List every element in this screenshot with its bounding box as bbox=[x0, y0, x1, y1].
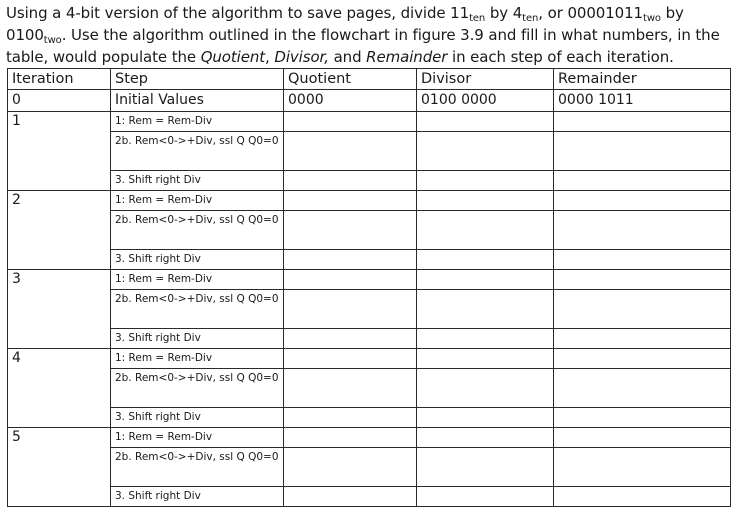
step-cell: 1: Rem = Rem-Div bbox=[111, 270, 284, 290]
remainder-cell[interactable] bbox=[554, 191, 731, 211]
table-row bbox=[8, 290, 731, 329]
table-row bbox=[8, 171, 731, 191]
step-cell: 3. Shift right Div bbox=[111, 250, 284, 270]
header-row bbox=[8, 69, 731, 90]
step-cell: 3. Shift right Div bbox=[111, 171, 284, 191]
divisor-cell[interactable] bbox=[417, 487, 554, 507]
quotient-cell[interactable] bbox=[284, 290, 417, 329]
step-cell: Initial Values bbox=[111, 90, 284, 112]
remainder-cell: 0000 1011 bbox=[554, 90, 731, 112]
table-row bbox=[8, 428, 731, 448]
iteration-cell: 1 bbox=[8, 112, 111, 191]
divisor-cell[interactable] bbox=[417, 112, 554, 132]
emphasis-divisor: Divisor, bbox=[274, 48, 329, 66]
quotient-cell[interactable] bbox=[284, 270, 417, 290]
table-row bbox=[8, 112, 731, 132]
header-remainder: Remainder bbox=[554, 69, 731, 90]
divisor-cell[interactable] bbox=[417, 428, 554, 448]
remainder-cell[interactable] bbox=[554, 112, 731, 132]
iteration-cell: 0 bbox=[8, 90, 111, 112]
divisor-cell[interactable] bbox=[417, 191, 554, 211]
step-cell: 1: Rem = Rem-Div bbox=[111, 428, 284, 448]
subscript: two bbox=[43, 35, 62, 46]
header-quotient: Quotient bbox=[284, 69, 417, 90]
remainder-cell[interactable] bbox=[554, 211, 731, 250]
quotient-cell[interactable] bbox=[284, 349, 417, 369]
quotient-cell[interactable] bbox=[284, 487, 417, 507]
quotient-cell[interactable] bbox=[284, 171, 417, 191]
quotient-cell[interactable] bbox=[284, 408, 417, 428]
remainder-cell[interactable] bbox=[554, 408, 731, 428]
remainder-cell[interactable] bbox=[554, 448, 731, 487]
step-cell: 2b. Rem<0->+Div, ssl Q Q0=0 bbox=[111, 448, 284, 487]
prompt-text: Using a 4-bit version of the algorithm to save pages, divide 11 bbox=[6, 4, 470, 22]
quotient-cell[interactable] bbox=[284, 329, 417, 349]
table-row bbox=[8, 270, 731, 290]
step-cell: 2b. Rem<0->+Div, ssl Q Q0=0 bbox=[111, 369, 284, 408]
iteration-cell: 3 bbox=[8, 270, 111, 349]
prompt-text: and bbox=[328, 48, 367, 66]
divisor-cell[interactable] bbox=[417, 369, 554, 408]
table-row bbox=[8, 349, 731, 369]
divisor-cell[interactable] bbox=[417, 132, 554, 171]
remainder-cell[interactable] bbox=[554, 329, 731, 349]
prompt-text: by 4 bbox=[485, 4, 523, 22]
table-row bbox=[8, 191, 731, 211]
table-row bbox=[8, 250, 731, 270]
header-iteration: Iteration bbox=[8, 69, 111, 90]
subscript: ten bbox=[522, 13, 539, 24]
subscript: ten bbox=[469, 13, 486, 24]
table-row-initial bbox=[8, 90, 731, 112]
prompt-text: by 0100 bbox=[6, 4, 684, 44]
iteration-cell: 2 bbox=[8, 191, 111, 270]
step-cell: 1: Rem = Rem-Div bbox=[111, 191, 284, 211]
subscript: two bbox=[643, 13, 661, 24]
divisor-cell[interactable] bbox=[417, 448, 554, 487]
remainder-cell[interactable] bbox=[554, 349, 731, 369]
emphasis-quotient: Quotient bbox=[200, 48, 266, 66]
remainder-cell[interactable] bbox=[554, 487, 731, 507]
iteration-cell: 5 bbox=[8, 428, 111, 507]
step-cell: 1: Rem = Rem-Div bbox=[111, 112, 284, 132]
remainder-cell[interactable] bbox=[554, 369, 731, 408]
problem-statement bbox=[6, 2, 732, 68]
remainder-cell[interactable] bbox=[554, 290, 731, 329]
step-cell: 2b. Rem<0->+Div, ssl Q Q0=0 bbox=[111, 290, 284, 329]
header-divisor: Divisor bbox=[417, 69, 554, 90]
step-cell: 1: Rem = Rem-Div bbox=[111, 349, 284, 369]
divisor-cell[interactable] bbox=[417, 290, 554, 329]
table-row bbox=[8, 132, 731, 171]
header-step: Step bbox=[111, 69, 284, 90]
table-row bbox=[8, 329, 731, 349]
iteration-cell: 4 bbox=[8, 349, 111, 428]
table-row bbox=[8, 408, 731, 428]
prompt-text: . Use the algorithm outlined in the flowchart in figure 3.9 and fill in what numbers, in the table, would populate the bbox=[6, 26, 720, 66]
step-cell: 3. Shift right Div bbox=[111, 487, 284, 507]
quotient-cell: 0000 bbox=[284, 90, 417, 112]
table-row bbox=[8, 369, 731, 408]
step-cell: 2b. Rem<0->+Div, ssl Q Q0=0 bbox=[111, 211, 284, 250]
step-cell: 3. Shift right Div bbox=[111, 408, 284, 428]
table-row bbox=[8, 448, 731, 487]
table-row bbox=[8, 211, 731, 250]
divisor-cell[interactable] bbox=[417, 250, 554, 270]
quotient-cell[interactable] bbox=[284, 112, 417, 132]
quotient-cell[interactable] bbox=[284, 428, 417, 448]
quotient-cell[interactable] bbox=[284, 211, 417, 250]
remainder-cell[interactable] bbox=[554, 270, 731, 290]
prompt-text: in each step of each iteration. bbox=[447, 48, 674, 66]
remainder-cell[interactable] bbox=[554, 171, 731, 191]
quotient-cell[interactable] bbox=[284, 369, 417, 408]
divisor-cell[interactable] bbox=[417, 329, 554, 349]
quotient-cell[interactable] bbox=[284, 132, 417, 171]
emphasis-remainder: Remainder bbox=[366, 48, 448, 66]
prompt-text: , bbox=[265, 48, 275, 66]
divisor-cell: 0100 0000 bbox=[417, 90, 554, 112]
divisor-cell[interactable] bbox=[417, 211, 554, 250]
step-cell: 2b. Rem<0->+Div, ssl Q Q0=0 bbox=[111, 132, 284, 171]
table-row bbox=[8, 487, 731, 507]
remainder-cell[interactable] bbox=[554, 132, 731, 171]
step-cell: 3. Shift right Div bbox=[111, 329, 284, 349]
quotient-cell[interactable] bbox=[284, 191, 417, 211]
quotient-cell[interactable] bbox=[284, 250, 417, 270]
remainder-cell[interactable] bbox=[554, 250, 731, 270]
divisor-cell[interactable] bbox=[417, 408, 554, 428]
divisor-cell[interactable] bbox=[417, 270, 554, 290]
division-table bbox=[7, 68, 731, 507]
divisor-cell[interactable] bbox=[417, 171, 554, 191]
quotient-cell[interactable] bbox=[284, 448, 417, 487]
divisor-cell[interactable] bbox=[417, 349, 554, 369]
remainder-cell[interactable] bbox=[554, 428, 731, 448]
prompt-text: , or 00001011 bbox=[538, 4, 643, 22]
